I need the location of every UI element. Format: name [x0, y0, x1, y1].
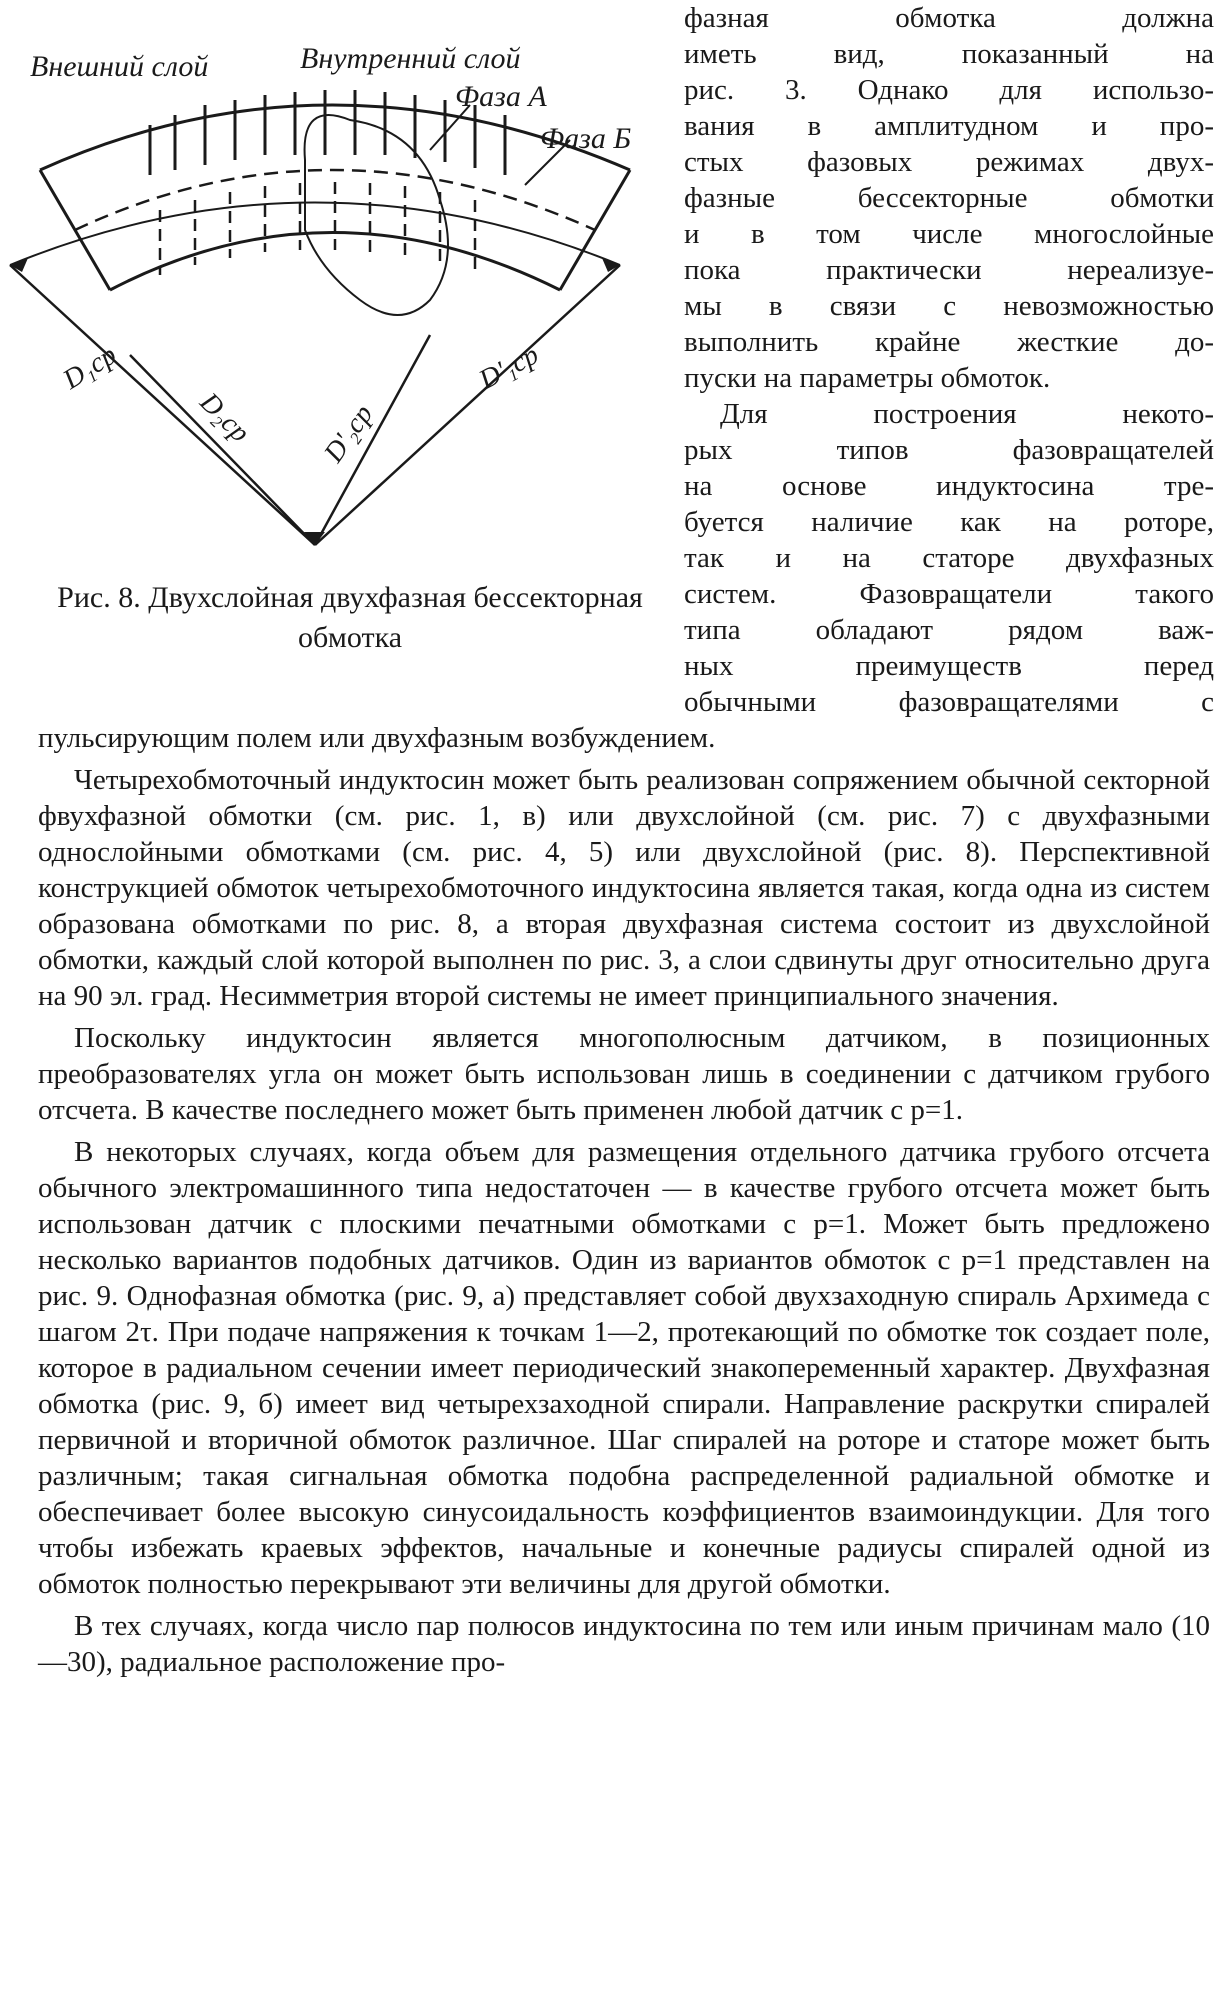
text-line: рис. 3. Однако для использо- — [684, 74, 1214, 106]
text-line: Для построения некото- — [720, 398, 1214, 430]
arrowhead-right — [602, 258, 620, 272]
radius-d2cp — [130, 355, 315, 545]
radius-d1cp-left — [10, 265, 315, 545]
paragraph: В некоторых случаях, когда объем для размещения отдельного датчика грубого отсчета обычного электромашинного типа недостаточен — в качестве грубого отсчета может быть использован датчик с плоскими печатными обмотками с p=1. Может быть предложено несколько вариантов подобных датчиков. Один из вариантов обмоток с p=1 представлен на рис. 9. Однофазная обмотка (рис. 9, а) представляет собой двухзаходную спираль Архимеда с шагом 2τ. При подаче напряжения к точкам 1—2, протекающий по обмотке ток создает поле, которое в радиальном сечении имеет периодический знакопеременный характер. Двухфазная обмотка (рис. 9, б) имеет вид четырехзаходной спирали. Направление раскрутки спиралей первичной и вторичной обмоток различное. Шаг спиралей на роторе и статоре может быть различным; такая сигнальная обмотка подобна распределенной радиальной обмотке и обеспечивает более высокую синусоидальность коэффициентов взаимоиндукции. Для того чтобы избежать краевых эффектов, начальные и конечные радиусы спиралей одной из обмоток полностью перекрывают эти величины для другой обмотки. — [38, 1136, 1210, 1600]
label-phase-a: Фаза А — [455, 80, 547, 113]
text-line: обычными фазовращателями с — [684, 686, 1214, 718]
label-d2cp: D₂cp — [193, 386, 256, 449]
label-inner-layer: Внутренний слой — [300, 42, 521, 75]
paragraph: Поскольку индуктосин является многополюсным датчиком, в позиционных преобразователях угла он может быть использован лишь в соединении с датчиком грубого отсчета. В качестве последнего может быть применен любой датчик с p=1. — [38, 1022, 1210, 1126]
text-line: выполнить крайне жесткие до- — [684, 326, 1214, 358]
paragraph: В тех случаях, когда число пар полюсов индуктосина по тем или иным причинам мало (10—30), радиальное расположение про- — [38, 1610, 1210, 1678]
text-line: пуски на параметры обмоток. — [684, 362, 1051, 394]
label-phase-b: Фаза Б — [540, 122, 632, 155]
paragraph-continuation: пульсирующим полем или двухфазным возбуждением. — [38, 722, 716, 754]
text-line: буется наличие как на роторе, — [684, 506, 1214, 538]
text-line: фазная обмотка должна — [684, 2, 1214, 34]
body-text — [38, 720, 1210, 1686]
label-d2cp-prime: D'₂cp — [318, 399, 380, 469]
text-line: рых типов фазовращателей — [684, 434, 1214, 466]
arrowhead-left — [10, 258, 28, 272]
text-line: стых фазовых режимах двух- — [684, 146, 1214, 178]
inner-slots — [160, 182, 475, 275]
text-line: так и на статоре двухфазных — [684, 542, 1214, 574]
label-d1cp-right: D'₁cp — [474, 339, 544, 396]
figure-caption: Рис. 8. Двухслойная двухфазная бессекторная обмотка — [57, 581, 643, 654]
winding-diagram — [0, 0, 670, 560]
text-line: пока практически нереализуе- — [684, 254, 1214, 286]
label-d1cp-left: D₁cp — [57, 339, 123, 396]
right-column-text — [684, 0, 1214, 720]
paragraph: Четырехобмоточный индуктосин может быть реализован сопряжением обычной секторной фвухфазной обмотки (см. рис. 1, в) или двухслойной (см. рис. 7) с двухфазными однослойными обмотками (см. рис. 4, 5) или двухслойной (рис. 8). Перспективной конструкцией обмоток четырехобмоточного индуктосина является такая, когда одна из систем образована обмотками по рис. 8, а вторая двухфазная система состоит из двухслойной обмотки, каждый слой которой выполнен по рис. 3, а слои сдвинуты друг относительно друга на 90 эл. град. Несимметрия второй системы не имеет принципиального значения. — [38, 764, 1210, 1012]
text-line: вания в амплитудном и про- — [684, 110, 1214, 142]
text-line: мы в связи с невозможностью — [684, 290, 1214, 322]
text-line: типа обладают рядом важ- — [684, 614, 1214, 646]
text-line: иметь вид, показанный на — [684, 38, 1214, 70]
outer-slots — [150, 90, 505, 175]
text-line: ных преимуществ перед — [684, 650, 1214, 682]
figure-8 — [0, 0, 670, 654]
text-line: фазные бессекторные обмотки — [684, 182, 1214, 214]
text-line: систем. Фазовращатели такого — [684, 578, 1214, 610]
text-line: и в том числе многослойные — [684, 218, 1214, 250]
label-outer-layer: Внешний слой — [30, 50, 209, 83]
text-line: на основе индуктосина тре- — [684, 470, 1214, 502]
